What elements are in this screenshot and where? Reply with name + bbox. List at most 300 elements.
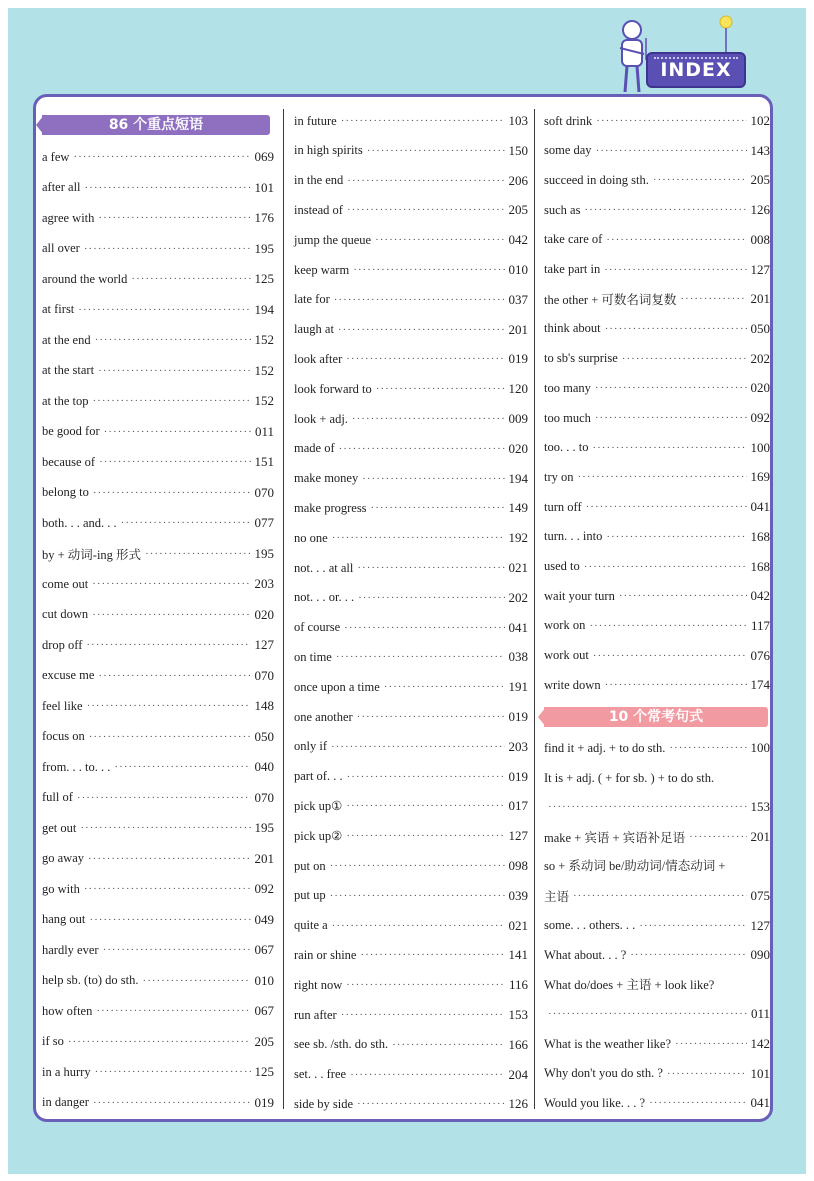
sentence-entry <box>544 797 770 817</box>
leader-dots <box>573 890 746 902</box>
page-number: 021 <box>508 560 528 575</box>
phrase-entry <box>42 269 274 289</box>
phrase-entry <box>42 208 274 228</box>
page-number: 195 <box>254 545 274 561</box>
leader-dots <box>98 212 250 224</box>
page-number: 142 <box>750 1036 770 1051</box>
phrase-entry <box>42 696 274 716</box>
entry-text: not. . . at all <box>294 560 354 575</box>
page-number: 038 <box>508 649 528 665</box>
phrase-entry <box>42 1093 274 1113</box>
sentence-entry <box>544 886 770 906</box>
page-number: 041 <box>750 1095 770 1111</box>
phrase-entry <box>544 675 770 695</box>
phrase-entry <box>544 616 770 636</box>
page-number: 103 <box>508 113 528 128</box>
page-number: 041 <box>508 619 528 635</box>
index-tab <box>646 52 746 88</box>
entry-text: agree with <box>42 210 95 225</box>
page-number: 102 <box>750 113 770 128</box>
phrase-entry <box>42 422 274 442</box>
leader-dots <box>339 443 505 455</box>
page-number: 126 <box>508 1096 528 1112</box>
entry-text: take care of <box>544 232 603 247</box>
page-number: 194 <box>508 470 528 486</box>
entry-text: rain or shine <box>294 947 357 962</box>
leader-dots <box>548 801 747 813</box>
leader-dots <box>619 590 747 602</box>
entry-text: 主语 <box>544 890 570 904</box>
leader-dots <box>357 711 505 723</box>
leader-dots <box>606 234 746 246</box>
entry-text: find it + adj. + to do sth. <box>544 740 666 755</box>
page-number: 020 <box>750 380 770 396</box>
entry-text: both. . . and. . . <box>42 515 117 530</box>
page-number: 039 <box>508 887 528 903</box>
entry-text: What is the weather like? <box>544 1036 672 1051</box>
phrase-entry <box>294 737 528 757</box>
leader-dots <box>605 323 747 335</box>
phrase-entry <box>294 1005 528 1025</box>
leader-dots <box>341 1009 505 1021</box>
page-number: 075 <box>750 888 770 903</box>
leader-dots <box>95 1066 251 1078</box>
leader-dots <box>350 1069 504 1081</box>
page-number: 070 <box>254 789 274 805</box>
leader-dots <box>392 1039 504 1051</box>
leader-dots <box>593 650 747 662</box>
phrase-entry <box>42 910 274 930</box>
index-card <box>33 94 773 1122</box>
entry-text: once upon a time <box>294 679 380 694</box>
phrase-entry <box>294 230 528 250</box>
page-number: 176 <box>254 210 274 225</box>
phrase-entry <box>42 940 274 960</box>
phrase-entry <box>294 200 528 220</box>
page-number: 077 <box>254 515 274 530</box>
leader-dots <box>357 1098 504 1110</box>
phrase-entry <box>42 788 274 808</box>
page-number: 127 <box>254 637 274 652</box>
phrase-entry <box>544 438 770 458</box>
leader-dots <box>649 1097 746 1109</box>
leader-dots <box>93 395 251 407</box>
leader-dots <box>344 622 504 634</box>
leader-dots <box>330 860 505 872</box>
leader-dots <box>73 151 250 163</box>
page-number: 116 <box>508 977 528 993</box>
page-number: 127 <box>750 917 770 933</box>
leader-dots <box>88 853 251 865</box>
phrase-entry <box>294 469 528 489</box>
phrase-entry <box>42 635 274 655</box>
leader-dots <box>96 1005 250 1017</box>
leader-dots <box>85 182 251 194</box>
page-number: 125 <box>254 271 274 286</box>
sentence-entry: so + 系动词 be/助动词/情态动词 + <box>544 859 726 874</box>
entry-text: some day <box>544 143 592 158</box>
column-divider <box>534 109 535 1109</box>
phrase-entry <box>42 605 274 625</box>
leader-dots <box>87 700 251 712</box>
leader-dots <box>362 473 504 485</box>
page-number: 101 <box>750 1065 770 1081</box>
leader-dots <box>332 532 505 544</box>
entry-text: make + 宾语 + 宾语补足语 <box>544 830 686 845</box>
page-number: 008 <box>750 231 770 247</box>
leader-dots <box>86 639 250 651</box>
page-number: 191 <box>508 679 528 695</box>
entry-text: wait your turn <box>544 588 615 603</box>
phrase-entry <box>42 879 274 899</box>
phrase-entry <box>42 971 274 991</box>
page-number: 203 <box>508 738 528 754</box>
entry-text: of course <box>294 620 341 635</box>
leader-dots <box>143 975 251 987</box>
entry-text: late for <box>294 292 330 307</box>
index-tab-label: INDEX <box>660 59 732 81</box>
entry-text: help sb. (to) do sth. <box>42 973 139 987</box>
page-number: 120 <box>508 381 528 397</box>
leader-dots <box>667 1068 747 1080</box>
entry-text: go away <box>42 851 84 865</box>
entry-text: too. . . to <box>544 440 589 455</box>
leader-dots <box>352 413 505 425</box>
entry-text: from. . . to. . . <box>42 759 111 774</box>
page-number: 127 <box>750 261 770 277</box>
page-number: 011 <box>750 1006 770 1022</box>
leader-dots <box>384 681 505 693</box>
entry-text: feel like <box>42 698 83 713</box>
page-number: 203 <box>254 576 274 591</box>
page-number: 100 <box>750 439 770 455</box>
page-number: 194 <box>254 301 274 317</box>
page-number: 042 <box>750 588 770 604</box>
entry-text: take part in <box>544 262 601 276</box>
page-number: 195 <box>254 820 274 835</box>
phrase-entry <box>42 330 274 350</box>
phrase-entry <box>42 1032 274 1052</box>
leader-dots <box>371 502 505 514</box>
phrase-entry <box>42 666 274 686</box>
entry-text: all over <box>42 241 80 255</box>
entry-text: at first <box>42 302 75 316</box>
page-number: 037 <box>508 291 528 307</box>
leader-dots <box>336 651 505 663</box>
entry-text: the other + 可数名词复数 <box>544 293 677 308</box>
phrases-column-1 <box>36 97 278 1119</box>
leader-dots <box>586 501 747 513</box>
page-number: 100 <box>750 740 770 755</box>
phrase-entry <box>294 349 528 369</box>
entry-text: jump the queue <box>294 232 372 247</box>
entry-text: be good for <box>42 424 100 438</box>
phrase-entry <box>42 1001 274 1021</box>
entry-text: look forward to <box>294 381 372 396</box>
leader-dots <box>346 353 504 365</box>
phrase-entry <box>42 1062 274 1082</box>
phrase-entry <box>544 200 770 220</box>
entry-text: get out <box>42 820 77 835</box>
leader-dots <box>606 531 746 543</box>
page-number: 070 <box>254 484 274 500</box>
leader-dots <box>103 944 251 956</box>
lightbulb-icon <box>716 14 736 54</box>
leader-dots <box>338 324 505 336</box>
entry-text: how often <box>42 1003 93 1018</box>
phrase-entry <box>294 975 528 995</box>
entry-text: make progress <box>294 500 367 515</box>
page-number: 069 <box>254 149 274 164</box>
entry-text: in the end <box>294 173 344 188</box>
phrase-entry <box>544 260 770 280</box>
leader-dots <box>347 204 505 216</box>
sentence-entry <box>544 945 770 965</box>
phrase-entry <box>544 111 770 131</box>
leader-dots <box>77 792 251 804</box>
entry-text: quite a <box>294 918 328 933</box>
entry-text: write down <box>544 677 601 692</box>
entry-text: cut down <box>42 607 89 621</box>
entry-text: run after <box>294 1007 337 1022</box>
phrase-entry <box>42 239 274 259</box>
leader-dots <box>346 830 504 842</box>
page-number: 153 <box>508 1007 528 1022</box>
entry-text: put up <box>294 888 326 903</box>
entry-text: in high spirits <box>294 143 363 158</box>
entry-text: try on <box>544 469 574 484</box>
entry-text: drop off <box>42 637 83 652</box>
entry-text: no one <box>294 530 328 545</box>
entry-text: in a hurry <box>42 1064 91 1079</box>
leader-dots <box>589 620 747 632</box>
leader-dots <box>595 412 747 424</box>
page-number: 152 <box>254 362 274 378</box>
entry-text: laugh at <box>294 322 334 337</box>
page-number: 126 <box>750 202 770 218</box>
page-number: 143 <box>750 142 770 158</box>
entry-text: on time <box>294 649 332 664</box>
entry-text: such as <box>544 202 581 217</box>
entry-text: soft drink <box>544 113 593 128</box>
page-number: 205 <box>508 202 528 218</box>
leader-dots <box>341 115 505 127</box>
page-number: 070 <box>254 667 274 683</box>
phrase-entry <box>42 727 274 747</box>
phrase-entry <box>294 1035 528 1055</box>
phrase-entry <box>294 767 528 787</box>
phrase-entry <box>42 818 274 838</box>
leader-dots <box>604 264 746 276</box>
entry-text: to sb's surprise <box>544 351 618 366</box>
leader-dots <box>360 949 504 961</box>
phrase-entry <box>294 588 528 608</box>
phrase-entry <box>42 483 274 503</box>
sentence-entry: It is + adj. ( + for sb. ) + to do sth. <box>544 770 715 785</box>
leader-dots <box>596 145 747 157</box>
leader-dots <box>584 561 747 573</box>
entry-text: in future <box>294 113 337 128</box>
page-number: 201 <box>750 291 770 307</box>
leader-dots <box>375 234 504 246</box>
page-number: 041 <box>750 499 770 515</box>
entry-text: Why don't you do sth. ? <box>544 1066 663 1081</box>
leader-dots <box>653 174 747 186</box>
leader-dots <box>99 456 250 468</box>
entry-text: a few <box>42 149 70 164</box>
phrases-column-3 <box>538 97 773 1119</box>
sentence-entry <box>544 916 770 936</box>
page-number: 192 <box>508 530 528 546</box>
page-number: 174 <box>750 677 770 693</box>
entry-text: because of <box>42 454 96 469</box>
leader-dots <box>98 365 250 377</box>
leader-dots <box>92 609 250 621</box>
phrase-entry <box>294 707 528 727</box>
phrase-entry <box>294 290 528 310</box>
leader-dots <box>332 920 505 932</box>
page-number: 202 <box>750 350 770 366</box>
entry-text: in danger <box>42 1095 89 1109</box>
page-number: 205 <box>750 172 770 188</box>
phrase-entry <box>294 945 528 965</box>
entry-text: work out <box>544 648 589 663</box>
leader-dots <box>114 761 250 773</box>
entry-text: look after <box>294 351 343 366</box>
leader-dots <box>131 273 250 285</box>
phrase-entry <box>42 452 274 472</box>
page-number: 169 <box>750 469 770 485</box>
leader-dots <box>669 742 746 754</box>
entry-text: pick up② <box>294 829 343 844</box>
entry-text: hardly ever <box>42 942 99 957</box>
entry-text: go with <box>42 881 80 896</box>
phrase-entry <box>294 558 528 578</box>
leader-dots <box>689 831 746 843</box>
entry-text: around the world <box>42 271 128 286</box>
leader-dots <box>145 548 250 560</box>
phrase-entry <box>544 497 770 517</box>
page-number: 019 <box>508 351 528 367</box>
phrase-entry <box>42 147 274 167</box>
leader-dots <box>334 294 505 306</box>
page-number: 117 <box>750 617 770 633</box>
entry-text: come out <box>42 576 89 591</box>
phrase-entry <box>42 391 274 411</box>
column-divider <box>283 109 284 1109</box>
entry-text: instead of <box>294 202 343 217</box>
entry-text: side by side <box>294 1096 354 1111</box>
phrase-entry <box>42 178 274 198</box>
phrase-entry <box>544 378 770 398</box>
phrase-entry <box>42 849 274 869</box>
page-number: 168 <box>750 528 770 544</box>
leader-dots <box>84 243 251 255</box>
page-number: 009 <box>508 411 528 426</box>
page-number: 166 <box>508 1036 528 1052</box>
page-number: 201 <box>750 828 770 844</box>
leader-dots <box>347 771 505 783</box>
page-number: 090 <box>750 947 770 963</box>
entry-text: put on <box>294 858 326 873</box>
page-number: 151 <box>254 454 274 469</box>
page-number: 050 <box>750 320 770 336</box>
entry-text: part of. . . <box>294 769 343 784</box>
page-number: 098 <box>508 858 528 873</box>
page-number: 201 <box>508 321 528 337</box>
phrase-entry <box>294 528 528 548</box>
page-number: 042 <box>508 232 528 248</box>
entry-text: after all <box>42 180 81 194</box>
leader-dots <box>121 517 251 529</box>
leader-dots <box>548 1008 747 1020</box>
sentence-entry <box>544 1034 770 1054</box>
leader-dots <box>639 920 746 932</box>
leader-dots <box>68 1036 251 1048</box>
leader-dots <box>98 670 250 682</box>
leader-dots <box>353 264 504 276</box>
sentence-entry <box>544 827 770 847</box>
page-number: 152 <box>254 393 274 408</box>
leader-dots <box>78 304 250 316</box>
phrase-entry <box>294 320 528 340</box>
phrase-entry <box>42 574 274 594</box>
entry-text: too many <box>544 380 591 395</box>
leader-dots <box>605 679 747 691</box>
leader-dots <box>357 562 504 574</box>
phrase-entry <box>294 439 528 459</box>
entry-text: if so <box>42 1034 64 1048</box>
page-number: 127 <box>508 828 528 844</box>
phrase-entry <box>294 856 528 876</box>
leader-dots <box>367 145 505 157</box>
phrase-entry <box>42 300 274 320</box>
leader-dots <box>93 487 251 499</box>
entry-text: made of <box>294 441 335 456</box>
page-number: 148 <box>254 698 274 713</box>
page-number: 050 <box>254 728 274 744</box>
page-number: 149 <box>508 500 528 516</box>
sentence-entry: What do/does + 主语 + look like? <box>544 977 715 992</box>
entry-text: some. . . others. . . <box>544 918 636 933</box>
phrase-entry <box>294 111 528 131</box>
phrase-entry <box>544 527 770 547</box>
entry-text: see sb. /sth. do sth. <box>294 1037 389 1052</box>
phrase-entry <box>544 557 770 577</box>
page-number: 101 <box>254 179 274 195</box>
phrase-entry <box>294 1065 528 1085</box>
sentence-entry <box>544 738 770 758</box>
page-number: 019 <box>508 709 528 724</box>
page-number: 049 <box>254 911 274 927</box>
entry-text: excuse me <box>42 668 95 682</box>
phrase-entry <box>544 141 770 161</box>
entry-text: used to <box>544 559 580 573</box>
leader-dots <box>584 204 746 216</box>
phrase-entry <box>42 513 274 533</box>
entry-text: at the top <box>42 393 89 408</box>
phrase-entry <box>294 141 528 161</box>
page-number: 153 <box>750 799 770 815</box>
leader-dots <box>595 382 747 394</box>
sentence-entry <box>544 1064 770 1084</box>
entry-text: not. . . or. . . <box>294 590 355 605</box>
entry-text: make money <box>294 471 359 486</box>
sentence-entry <box>544 1093 770 1113</box>
phrase-entry <box>294 886 528 906</box>
sentences-section-header: 10 个常考句式 <box>544 707 768 727</box>
entry-text: belong to <box>42 485 89 499</box>
